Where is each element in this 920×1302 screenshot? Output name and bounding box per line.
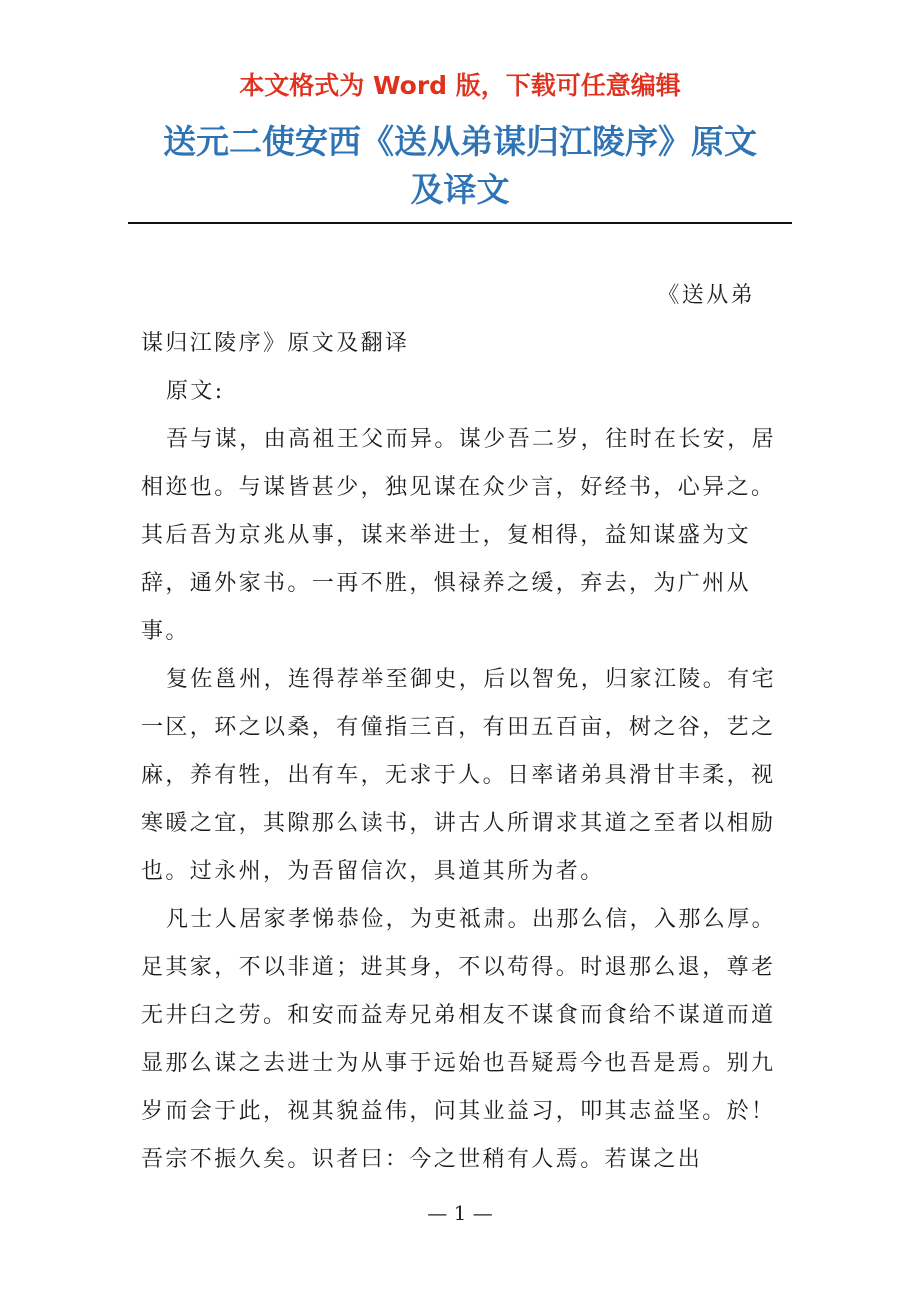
- section-heading-part-2: 谋归江陵序》原文及翻译: [141, 331, 410, 356]
- title-line-2: 及译文: [410, 170, 510, 209]
- document-body: [141, 272, 781, 1184]
- original-text-label: 原文:: [166, 379, 225, 404]
- title-line-1: 送元二使安西《送从弟谋归江陵序》原文: [163, 122, 757, 161]
- paragraph-2: 复佐邕州，连得荐举至御史，后以智免，归家江陵。有宅一区，环之以桑，有僮指三百，有田五百亩，树之谷，艺之麻，养有牲，出有车，无求于人。日率诸弟具滑甘丰柔，视寒暖之宜，其隙那么读书，讲古人所谓求其道之至者以相励也。过永州，为吾留信次，具道其所为者。: [141, 667, 777, 884]
- section-heading-part-1: 《送从弟: [657, 283, 755, 308]
- paragraph-1: 吾与谋，由高祖王父而异。谋少吾二岁，往时在长安，居相迩也。与谋皆甚少，独见谋在众少言，好经书，心异之。其后吾为京兆从事，谋来举进士，复相得，益知谋盛为文辞，通外家书。一再不胜，惧禄养之缓，弃去，为广州从事。: [141, 427, 777, 644]
- editable-notice-banner: 本文格式为 Word 版，下载可任意编辑: [239, 71, 681, 100]
- document-title: [120, 118, 800, 214]
- page-number: — 1 —: [427, 1201, 493, 1225]
- title-divider: [128, 222, 792, 224]
- paragraph-3: 凡士人居家孝悌恭俭，为吏祗肃。出那么信，入那么厚。足其家，不以非道；进其身，不以苟得。时退那么退，尊老无井臼之劳。和安而益寿兄弟相友不谋食而食给不谋道而道显那么谋之去进士为从事于远始也吾疑焉今也吾是焉。别九岁而会于此，视其貌益伟，问其业益习，叩其志益坚。於！吾宗不振久矣。识者曰：今之世稍有人焉。若谋之出: [141, 907, 777, 1172]
